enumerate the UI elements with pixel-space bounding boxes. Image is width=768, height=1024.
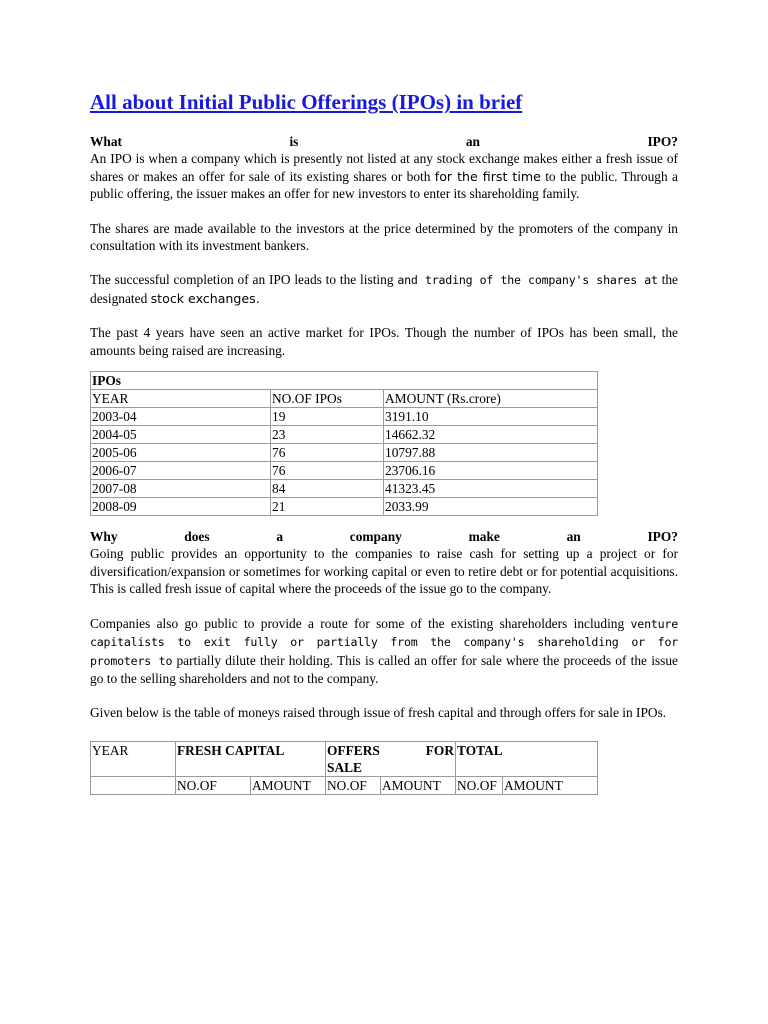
table-cell: 2006-07	[91, 462, 271, 480]
table-cell: 76	[271, 462, 384, 480]
offers-word: OFFERS	[327, 742, 380, 758]
q2-word: Why	[90, 529, 118, 545]
q1-word: IPO?	[647, 134, 678, 149]
table-header-offers	[326, 741, 456, 776]
table-header-row	[91, 390, 598, 408]
table-subheader: AMOUNT	[251, 776, 326, 794]
paragraph-going-public: Going public provides an opportunity to the companies to raise cash for setting up a project or for diversification/expansion or sometimes for working capital or even to retire debt or for potential acquisitions. This is called fresh issue of capital where the proceeds of the issue go to the company.	[90, 546, 678, 597]
p1-text: An IPO is when a company which is presently not listed at any stock exchange makes either a fresh issue of shares or makes an offer for sale of its existing shares or both	[90, 151, 678, 184]
table-row	[91, 444, 598, 462]
q2-word: IPO?	[647, 529, 678, 545]
table-header: AMOUNT (Rs.crore)	[384, 390, 598, 408]
document-body	[90, 88, 678, 795]
table-subheader: AMOUNT	[381, 776, 456, 794]
table-cell: 41323.45	[384, 480, 598, 498]
paragraph-offer-for-sale	[90, 615, 678, 688]
q1-word: an	[465, 134, 480, 149]
paragraph-listing	[90, 271, 678, 307]
capital-table	[90, 741, 598, 795]
table-cell: 84	[271, 480, 384, 498]
table-header-row	[91, 741, 598, 776]
table-cell: 19	[271, 408, 384, 426]
table-row	[91, 480, 598, 498]
q2-word: does	[184, 529, 210, 545]
table-subheader: NO.OF	[456, 776, 503, 794]
table-header: NO.OF IPOs	[271, 390, 384, 408]
q2-word: company	[349, 529, 402, 545]
table-cell: 3191.10	[384, 408, 598, 426]
table-row	[91, 408, 598, 426]
p3-sans-text: stock exchanges.	[150, 290, 260, 306]
table-subheader: NO.OF	[176, 776, 251, 794]
q1-word: What	[90, 134, 122, 149]
paragraph-ipo-definition	[90, 150, 678, 202]
q2-word: make	[468, 529, 500, 545]
table-row	[91, 498, 598, 516]
table-row	[91, 426, 598, 444]
table-cell: 2005-06	[91, 444, 271, 462]
p3-text: The successful completion of an IPO leads to the listing	[90, 272, 394, 288]
paragraph-shares-price: The shares are made available to the investors at the price determined by the promoters of the company in consultation with its investment bankers.	[90, 220, 678, 254]
table-cell: 14662.32	[384, 426, 598, 444]
paragraph-table-intro: Given below is the table of moneys raised through issue of fresh capital and through offers for sale in IPOs.	[90, 705, 667, 721]
paragraph-market: The past 4 years have seen an active market for IPOs. Though the number of IPOs has been small, the amounts being raised are increasing.	[90, 325, 678, 358]
table-row	[91, 462, 598, 480]
table-cell: 23	[271, 426, 384, 444]
table-cell: 2007-08	[91, 480, 271, 498]
table-subheader-row	[91, 776, 598, 794]
table-cell: 10797.88	[384, 444, 598, 462]
table-subheader: AMOUNT	[503, 776, 598, 794]
p6-text: partially dilute their holding. This is called an offer for sale where the proceeds of the issue go to the selling shareholders and not to the company.	[90, 652, 678, 686]
table-caption: IPOs	[91, 372, 598, 390]
q2-word: a	[276, 529, 284, 545]
question-why-ipo	[90, 528, 678, 545]
table-header: YEAR	[91, 390, 271, 408]
p6-mono-text: venture capitalists to exit fully or partially from the company's shareholding or for promoters to	[90, 616, 678, 668]
question-what-is-ipo	[90, 133, 678, 150]
p6-text: Companies also go public to provide a route for some of the existing shareholders including	[90, 615, 625, 631]
p3-mono-text: and trading of the company's shares at	[397, 273, 658, 288]
p1-text: to the public. Through a public offering, the issuer makes an offer for new investors to enter its shareholding family.	[90, 168, 678, 202]
table-cell	[91, 776, 176, 794]
table-cell: 23706.16	[384, 462, 598, 480]
p1-sans-text: for the first time	[434, 168, 541, 184]
table-cell: 2003-04	[91, 408, 271, 426]
table-cell: 2033.99	[384, 498, 598, 516]
p3-text: the designated	[90, 272, 678, 306]
page-title[interactable]: All about Initial Public Offerings (IPOs) in brief	[90, 90, 523, 114]
table-subheader: NO.OF	[326, 776, 381, 794]
table-header: TOTAL	[456, 741, 598, 776]
table-cell: 76	[271, 444, 384, 462]
table-cell: 2008-09	[91, 498, 271, 516]
table-cell: 2004-05	[91, 426, 271, 444]
q1-word: is	[289, 134, 299, 149]
offers-word: FOR	[425, 742, 454, 758]
table-header: FRESH CAPITAL	[176, 741, 326, 776]
table-cell: 21	[271, 498, 384, 516]
offers-word: SALE	[327, 759, 362, 775]
ipo-table	[90, 371, 598, 516]
table-caption-row	[91, 372, 598, 390]
q2-word: an	[566, 529, 581, 545]
table-header: YEAR	[91, 741, 176, 776]
